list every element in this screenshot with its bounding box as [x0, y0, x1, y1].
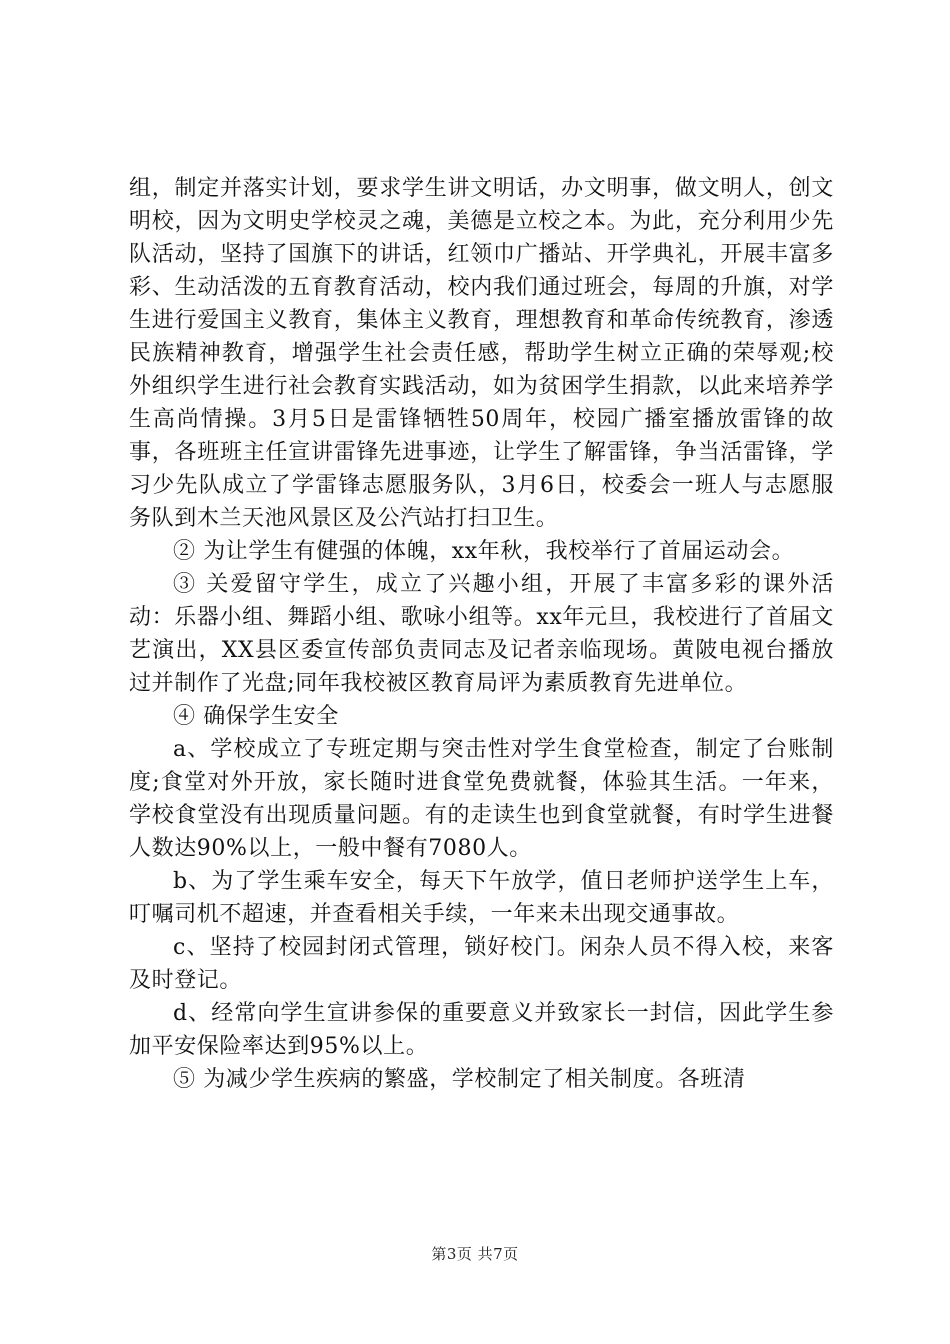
page-number-footer: 第3页 共7页 [431, 1245, 519, 1263]
document-body [129, 172, 834, 1096]
paragraph-item-4d: d、经常向学生宣讲参保的重要意义并致家长一封信，因此学生参加平安保险率达到95%以上。 [129, 1001, 834, 1059]
paragraph-item-2: ② 为让学生有健强的体魄，xx年秋，我校举行了首届运动会。 [173, 539, 795, 564]
paragraph-item-4a: a、学校成立了专班定期与突击性对学生食堂检查，制定了台账制度;食堂对外开放，家长随时进食堂免费就餐，体验其生活。一年来，学校食堂没有出现质量问题。有的走读生也到食堂就餐，有时学生进餐人数达90%以上，一般中餐有7080人。 [129, 737, 834, 861]
paragraph-item-4b: b、为了学生乘车安全，每天下午放学，值日老师护送学生上车，叮嘱司机不超速，并查看相关手续，一年来未出现交通事故。 [129, 869, 834, 927]
paragraph-continuation: 组，制定并落实计划，要求学生讲文明话，办文明事，做文明人，创文明校，因为文明史学校灵之魂，美德是立校之本。为此，充分利用少先队活动，坚持了国旗下的讲话，红领巾广播站、开学典礼，开展丰富多彩、生动活泼的五育教育活动，校内我们通过班会，每周的升旗，对学生进行爱国主义教育，集体主义教育，理想教育和革命传统教育，渗透民族精神教育，增强学生社会责任感，帮助学生树立正确的荣辱观;校外组织学生进行社会教育实践活动，如为贫困学生捐款，以此来培养学生高尚情操。3月5日是雷锋牺牲50周年，校园广播室播放雷锋的故事，各班班主任宣讲雷锋先进事迹，让学生了解雷锋，争当活雷锋，学习少先队成立了学雷锋志愿服务队，3月6日，校委会一班人与志愿服务队到木兰天池风景区及公汽站打扫卫生。 [129, 176, 834, 531]
paragraph-item-4-heading: ④ 确保学生安全 [173, 704, 339, 729]
paragraph-item-5: ⑤ 为减少学生疾病的繁盛，学校制定了相关制度。各班清 [173, 1067, 746, 1092]
paragraph-item-3: ③ 关爱留守学生，成立了兴趣小组，开展了丰富多彩的课外活动：乐器小组、舞蹈小组、歌咏小组等。xx年元旦，我校进行了首届文艺演出，XX县区委宣传部负责同志及记者亲临现场。黄陂电视台播放过并制作了光盘;同年我校被区教育局评为素质教育先进单位。 [129, 572, 834, 696]
paragraph-item-4c: c、坚持了校园封闭式管理，锁好校门。闲杂人员不得入校，来客及时登记。 [129, 935, 834, 993]
